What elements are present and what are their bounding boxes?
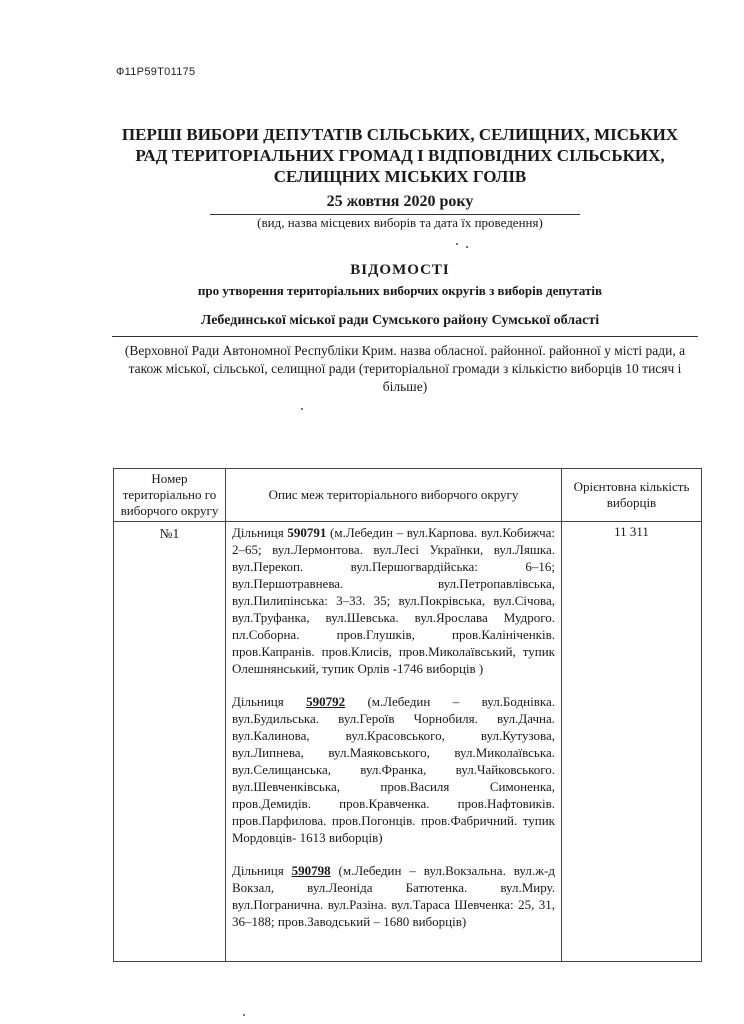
- header-district-description: Опис меж територіального виборчого округу: [226, 469, 562, 522]
- station-prefix: Дільниця: [232, 863, 292, 878]
- document-heading: ВІДОМОСТІ: [350, 262, 450, 278]
- council-note: (Верховної Ради Автономної Республіки Крим. назва обласної. районної. районної у місті ради, а також міської, сільської, селищної ради (територіальної громади з кількістю виборців 10 тисяч і більше): [124, 343, 686, 394]
- station-code: 590792: [306, 694, 346, 709]
- district-number: №1: [114, 522, 226, 962]
- title-line: ПЕРШІ ВИБОРИ ДЕПУТАТІВ СІЛЬСЬКИХ, СЕЛИЩНИХ, МІСЬКИХ: [121, 125, 679, 144]
- districts-table: [113, 468, 702, 962]
- station-code: 590791: [287, 525, 327, 540]
- district-description: [226, 522, 562, 962]
- station-description: (м.Лебедин – вул.Карпова. вул.Кобижча: 2–65; вул.Лермонтова. вул.Лесі Українки, вул.Ляшка. вул.Перекоп. вул.Першогвардійська: 6–16; вул.Першотравнева. вул.Петропавлівська, вул.Пилипінська: 3–33. 35; вул.Покрівська, вул.Січова, вул.Труфанка, вул.Шевська. вул.Ярослава Мудрого. пл.Соборна. пров.Глушків, пров.Калініченків. пров.Капранів. пров.Клисів, пров.Миколаївський, тупик Олешнянський, тупик Орлів -1746 виборців ): [232, 525, 555, 676]
- station-code: 590798: [291, 863, 331, 878]
- scan-speck: [301, 408, 303, 410]
- election-date: 25 жовтня 2020 року: [326, 193, 474, 210]
- table-row: [114, 522, 702, 962]
- polling-station-block: [232, 862, 555, 930]
- station-prefix: Дільниця: [232, 525, 288, 540]
- council-name: Лебединської міської ради Сумського району Сумської області: [200, 313, 600, 328]
- station-description: (м.Лебедин – вул.Вокзальна. вул.ж-д Вокзал, вул.Леоніда Батютенка. вул.Миру. вул.Погранична. вул.Разіна. вул.Тараса Шевченка: 25, 31, 36–188; пров.Заводський – 1680 виборців): [232, 863, 556, 929]
- election-title: [100, 124, 700, 187]
- document-code: Ф11Р59Т01175: [116, 66, 196, 78]
- table-header-row: [114, 469, 702, 522]
- title-line: СЕЛИЩНИХ МІСЬКИХ ГОЛІВ: [273, 167, 527, 186]
- header-district-number: Номер територіально го виборчого округу: [114, 469, 226, 522]
- station-prefix: Дільниця: [232, 694, 307, 709]
- voter-count: 11 311: [562, 522, 702, 962]
- header-voter-count: Орієнтовна кількість виборців: [562, 469, 702, 522]
- station-description: (м.Лебедин – вул.Боднівка. вул.Будильська. вул.Героїв Чорнобиля. вул.Дачна. вул.Калинова, вул.Красовського, вул.Кутузова, вул.Липнева, вул.Маяковського, вул.Миколаївська. вул.Селищанська, вул.Франка, вул.Чайковського. вул.Шевченківська, пров.Василя Симоненка, пров.Демидів. пров.Кравченка. пров.Нафтовиків. пров.Парфилова. пров.Погонців. пров.Фабричний. тупик Мордовців- 1613 виборців): [232, 694, 555, 845]
- scan-speck: [243, 1014, 245, 1016]
- title-line: РАД ТЕРИТОРІАЛЬНИХ ГРОМАД І ВІДПОВІДНИХ СІЛЬСЬКИХ,: [135, 146, 665, 165]
- council-underline: [112, 336, 698, 337]
- scan-speck: [466, 246, 468, 248]
- election-note: (вид, назва місцевих виборів та дата їх проведення): [257, 215, 543, 230]
- document-subheading: про утворення територіальних виборчих округів з виборів депутатів: [197, 283, 603, 298]
- scan-speck: [456, 243, 458, 245]
- polling-station-block: [232, 524, 555, 677]
- polling-station-block: [232, 693, 555, 846]
